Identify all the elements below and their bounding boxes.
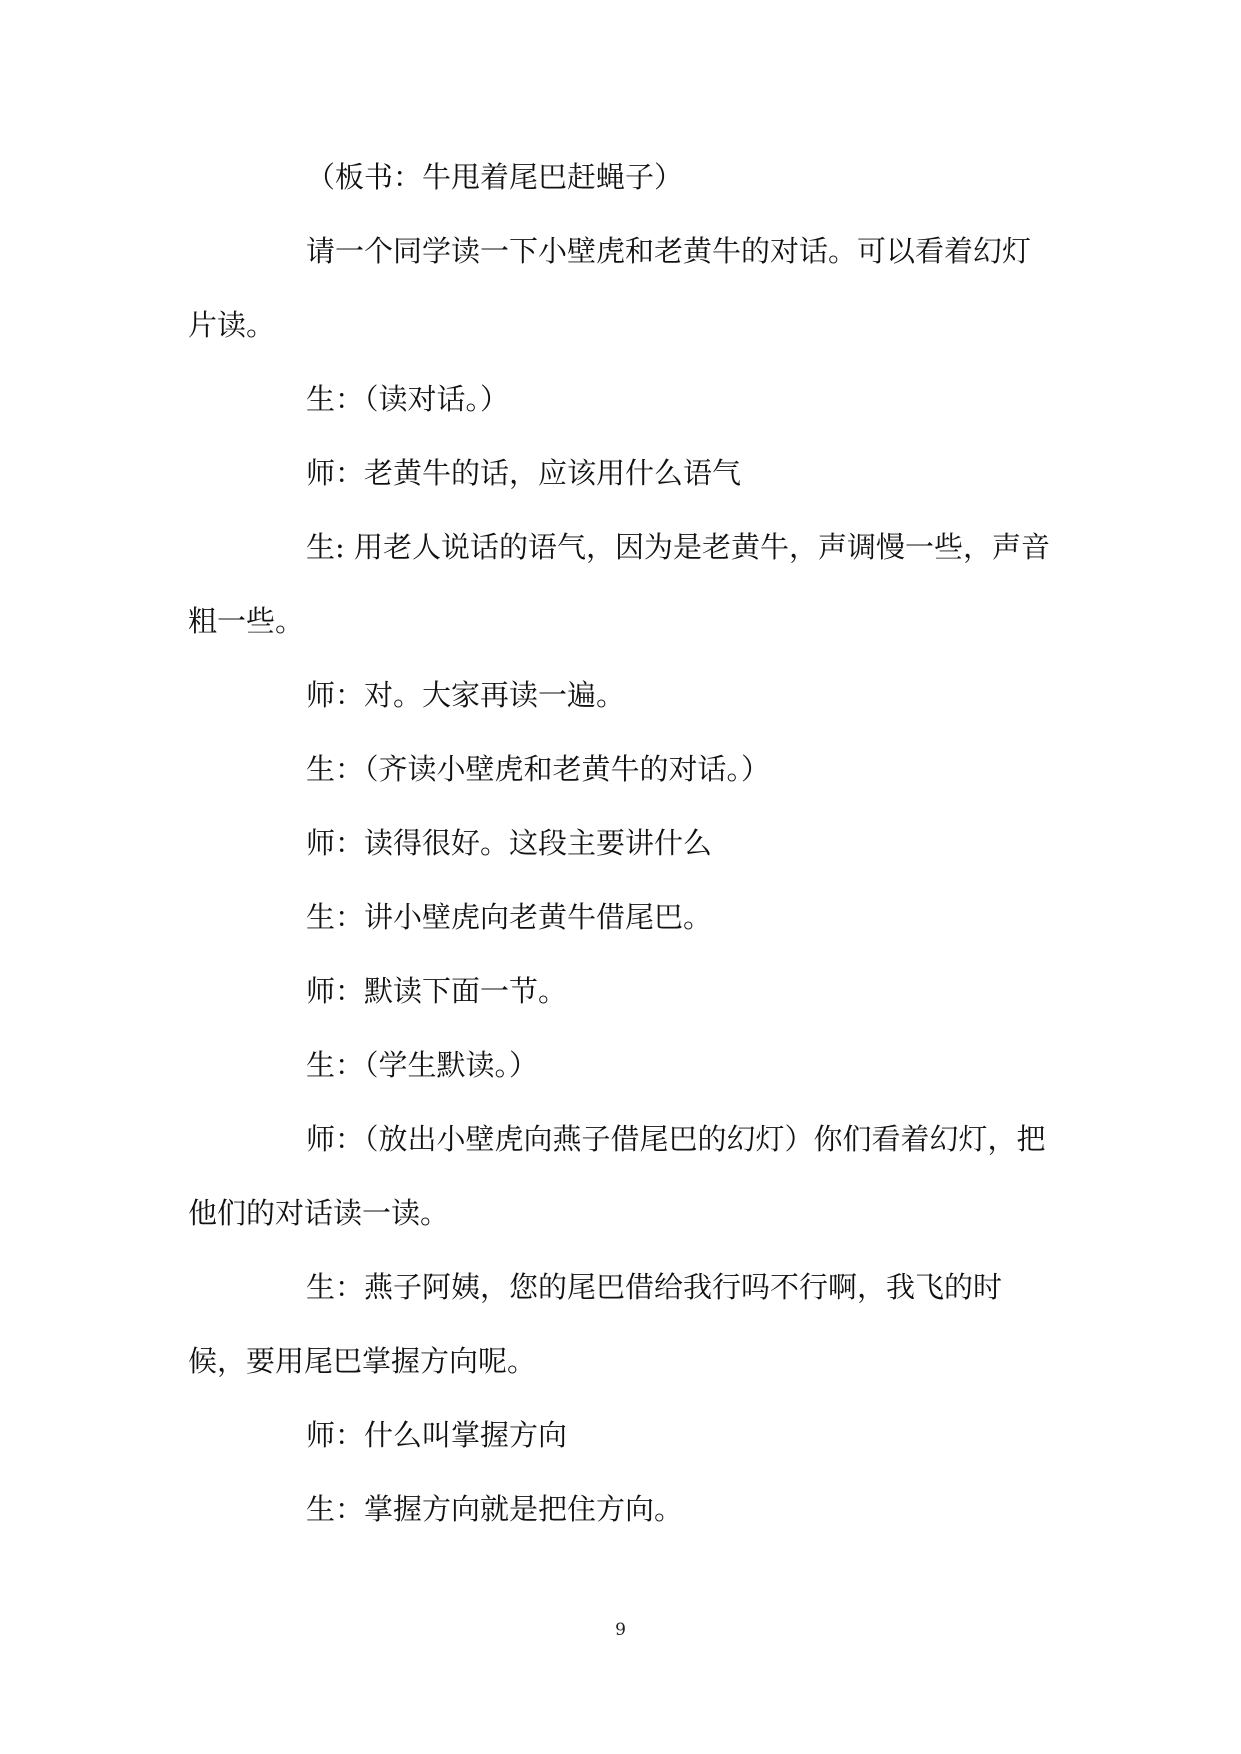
paragraph-teacher-question-tone: 师：老黄牛的话，应该用什么语气 xyxy=(306,456,742,490)
paragraph-teacher-instruction: 请一个同学读一下小壁虎和老黄牛的对话。可以看着幻灯片读。 xyxy=(188,234,1032,342)
page-number: 9 xyxy=(615,1620,626,1640)
paragraph-teacher-main-idea: 师：读得很好。这段主要讲什么 xyxy=(306,826,713,860)
paragraph-teacher-silent-read: 师：默读下面一节。 xyxy=(306,974,568,1008)
paragraph-students-silent-read: 生：（学生默读。） xyxy=(306,1048,539,1082)
paragraph-student-answer-tone: 生: 用老人说话的语气，因为是老黄牛，声调慢一些，声音粗一些。 xyxy=(188,530,1050,638)
paragraph-student-direction-answer: 生：掌握方向就是把住方向。 xyxy=(306,1492,684,1526)
paragraph-teacher-direction-question: 师：什么叫掌握方向 xyxy=(306,1418,568,1452)
paragraph-teacher-read-again: 师：对。大家再读一遍。 xyxy=(306,678,626,712)
body-text xyxy=(188,140,1050,1546)
paragraph-student-main-idea: 生：讲小壁虎向老黄牛借尾巴。 xyxy=(306,900,713,934)
paragraph-students-read-together: 生：（齐读小壁虎和老黄牛的对话。） xyxy=(306,752,771,786)
paragraph-teacher-slide-swallow: 师：（放出小壁虎向燕子借尾巴的幻灯）你们看着幻灯，把他们的对话读一读。 xyxy=(188,1122,1046,1230)
paragraph-student-reads: 生：（读对话。） xyxy=(306,382,510,416)
paragraph-board-note: （板书：牛甩着尾巴赶蝇子） xyxy=(306,160,684,194)
paragraph-student-swallow-dialog: 生：燕子阿姨，您的尾巴借给我行吗不行啊，我飞的时候，要用尾巴掌握方向呢。 xyxy=(188,1270,1003,1378)
